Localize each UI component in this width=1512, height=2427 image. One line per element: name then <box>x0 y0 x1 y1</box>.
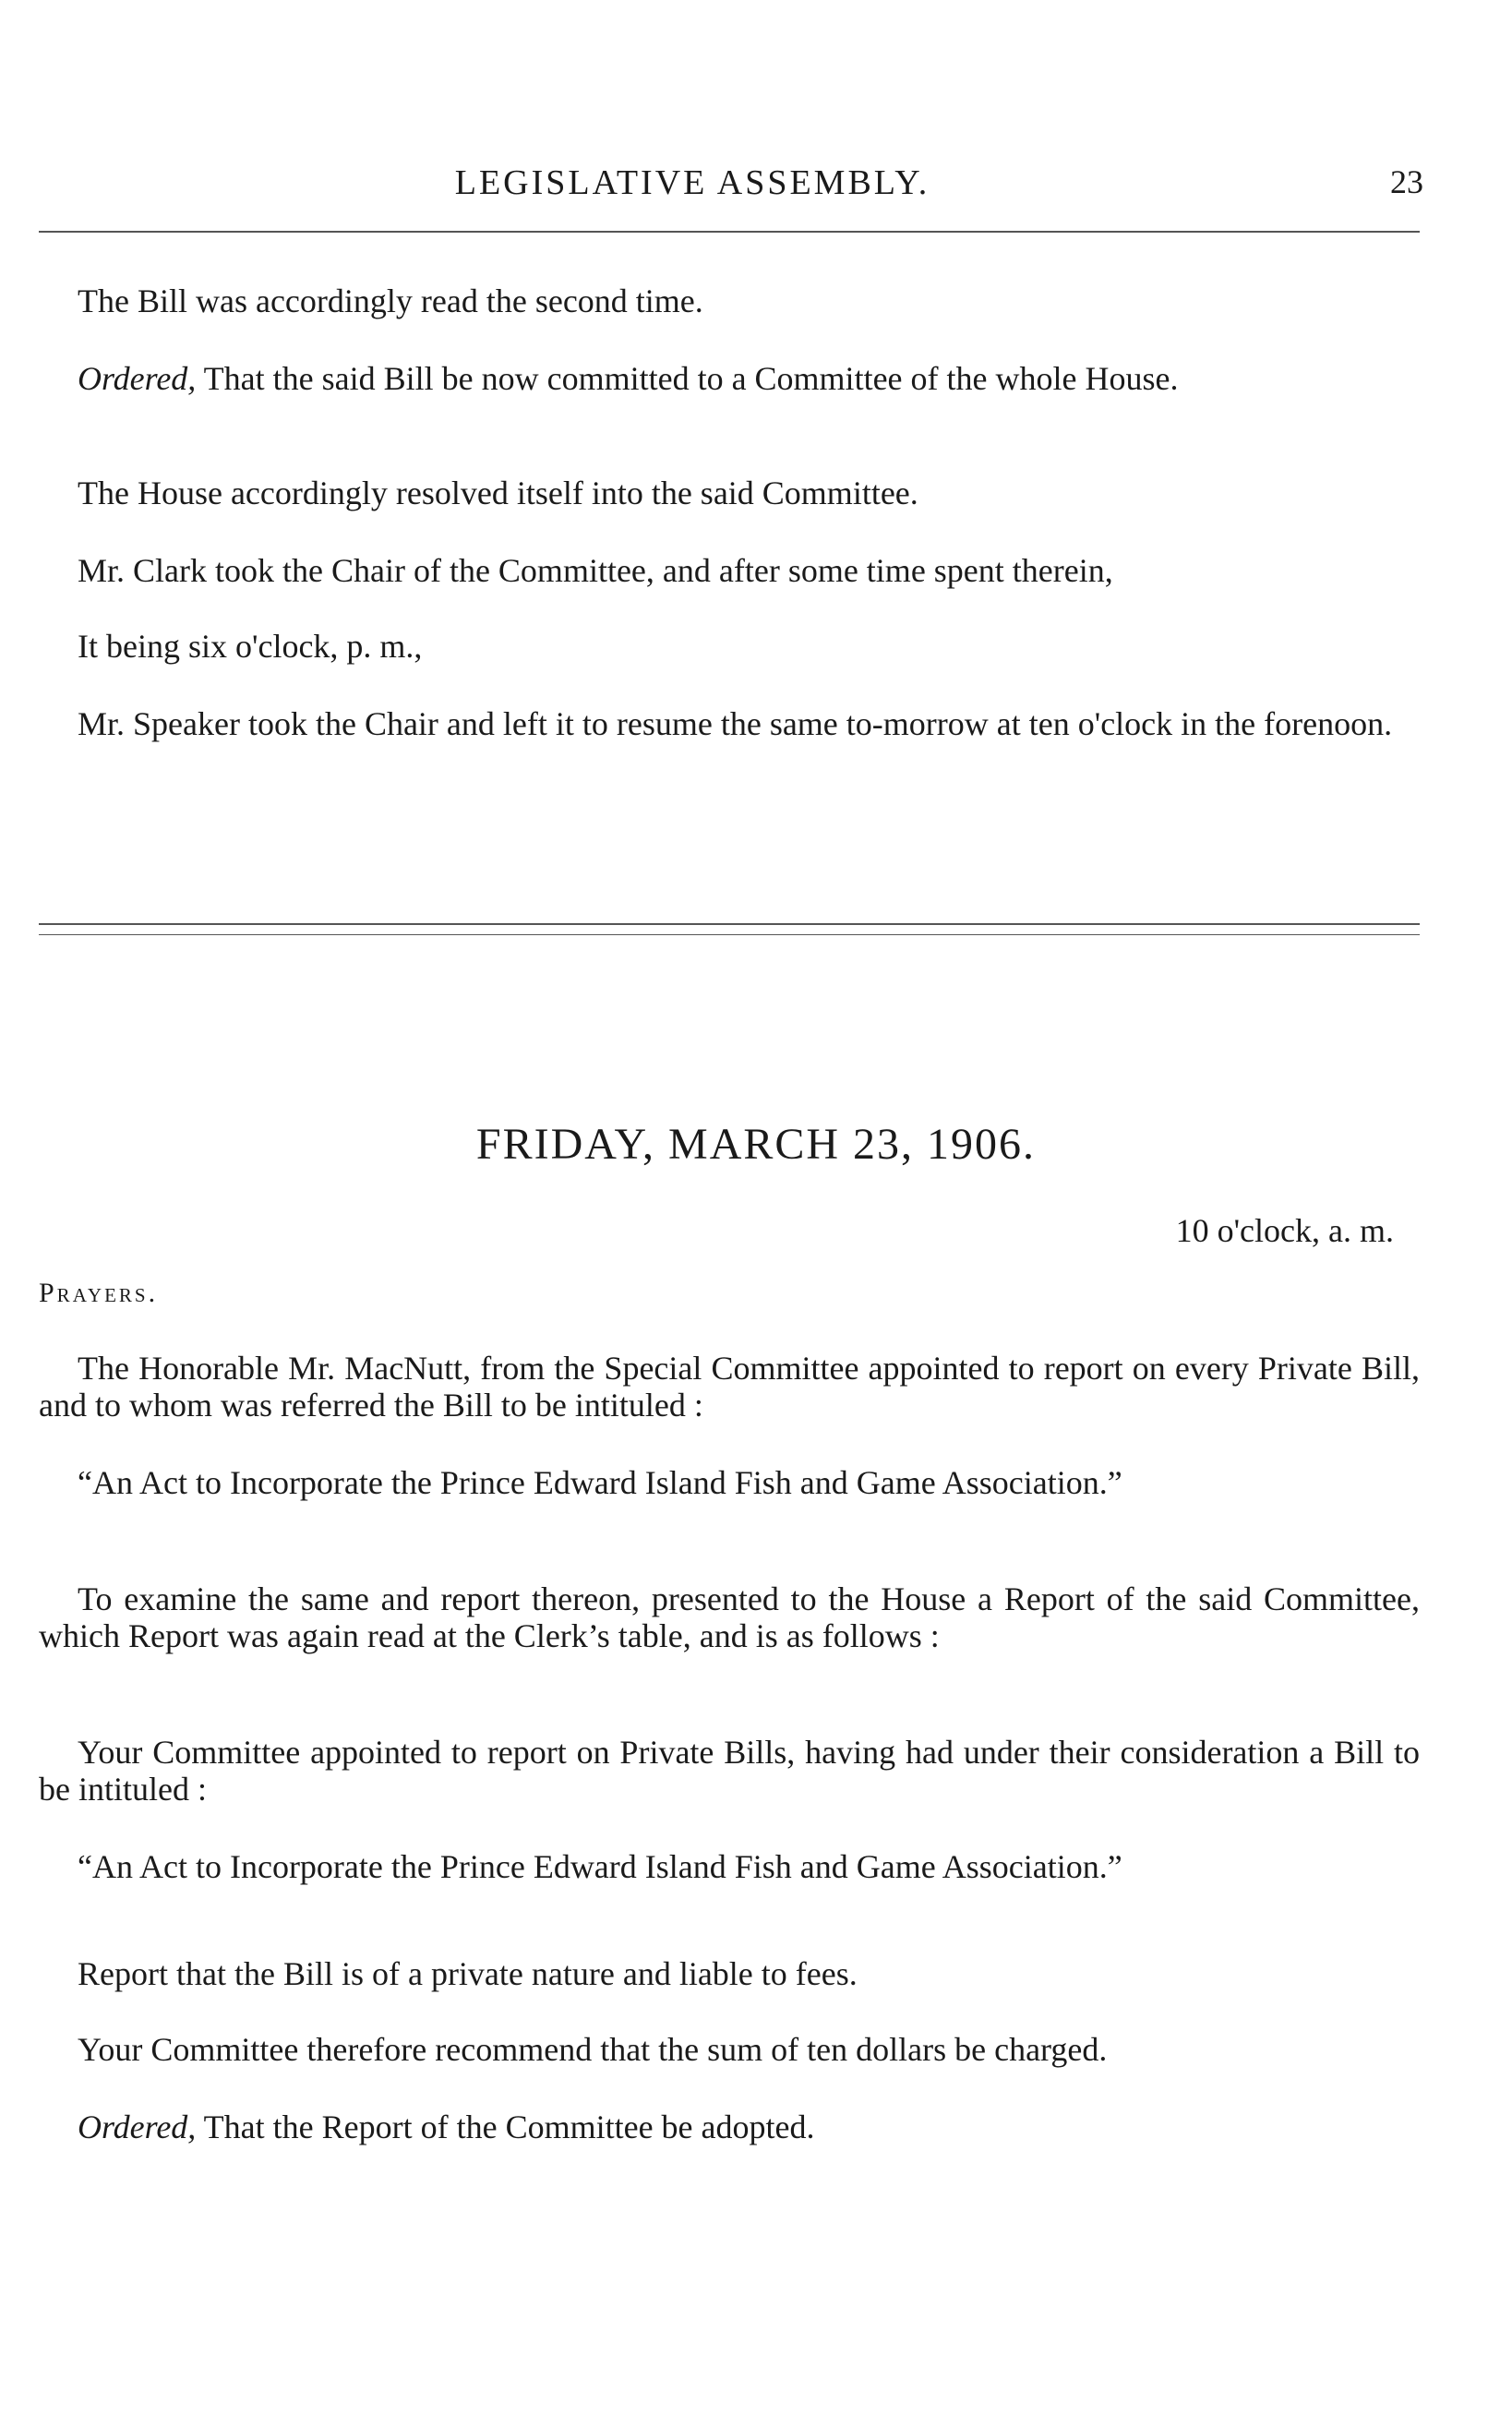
paragraph-text: That the Report of the Committee be adopted. <box>196 2109 815 2145</box>
paragraph-ordered-committee <box>39 360 1420 397</box>
sitting-time: 10 o'clock, a. m. <box>1175 1212 1394 1249</box>
paragraph-examine-report <box>39 1580 1420 1654</box>
paragraph-act-title-2 <box>39 1848 1420 1885</box>
paragraph-house-resolved <box>39 475 1420 511</box>
paragraph-text: Mr. Clark took the Chair of the Committee, and after some time spent therein, <box>78 552 1113 589</box>
paragraph-clark-chair <box>39 552 1420 589</box>
paragraph-committee-consideration <box>39 1734 1420 1808</box>
italic-lead: Ordered, <box>78 360 197 397</box>
paragraph-text: “An Act to Incorporate the Prince Edward Island Fish and Game Association.” <box>78 1848 1122 1885</box>
paragraph-speaker-chair <box>39 705 1420 742</box>
paragraph-private-nature <box>39 1955 1420 1992</box>
paragraph-text: It being six o'clock, p. m., <box>78 628 423 665</box>
paragraph-report-adopted <box>39 2109 1420 2145</box>
paragraph-text: Mr. Speaker took the Chair and left it to resume the same to-morrow at ten o'clock in the forenoon. <box>78 705 1393 742</box>
section-divider-top <box>39 923 1420 925</box>
paragraph-six-oclock <box>39 628 1420 665</box>
header-rule <box>39 231 1420 233</box>
paragraph-text: That the said Bill be now committed to a Committee of the whole House. <box>196 360 1179 397</box>
paragraph-text: Your Committee therefore recommend that the sum of ten dollars be charged. <box>78 2031 1108 2068</box>
paragraph-second-reading <box>39 282 1420 319</box>
paragraph-text: To examine the same and report thereon, presented to the House a Report of the said Committee, which Report was again read at the Clerk’s table, and is as follows : <box>39 1580 1420 1654</box>
running-title: LEGISLATIVE ASSEMBLY. <box>454 163 930 202</box>
paragraph-macnutt-report <box>39 1350 1420 1424</box>
paragraph-text: The House accordingly resolved itself into the said Committee. <box>78 475 918 511</box>
page-number: 23 <box>1390 163 1423 200</box>
prayers-label: Prayers. <box>39 1278 159 1308</box>
day-heading: FRIDAY, MARCH 23, 1906. <box>475 1120 1037 1169</box>
running-head <box>0 159 1512 205</box>
paragraph-text: Your Committee appointed to report on Private Bills, having had under their consideration a Bill to be intituled : <box>39 1734 1420 1808</box>
paragraph-text: Report that the Bill is of a private nature and liable to fees. <box>78 1955 858 1992</box>
paragraph-act-title-1 <box>39 1464 1420 1501</box>
paragraph-ten-dollars <box>39 2031 1420 2068</box>
paragraph-text: “An Act to Incorporate the Prince Edward Island Fish and Game Association.” <box>78 1464 1122 1501</box>
paragraph-text: The Bill was accordingly read the second time. <box>78 282 703 319</box>
italic-lead: Ordered, <box>78 2109 197 2145</box>
paragraph-text: The Honorable Mr. MacNutt, from the Special Committee appointed to report on every Private Bill, and to whom was referred the Bill to be intituled : <box>39 1350 1420 1424</box>
section-divider-bottom <box>39 934 1420 935</box>
